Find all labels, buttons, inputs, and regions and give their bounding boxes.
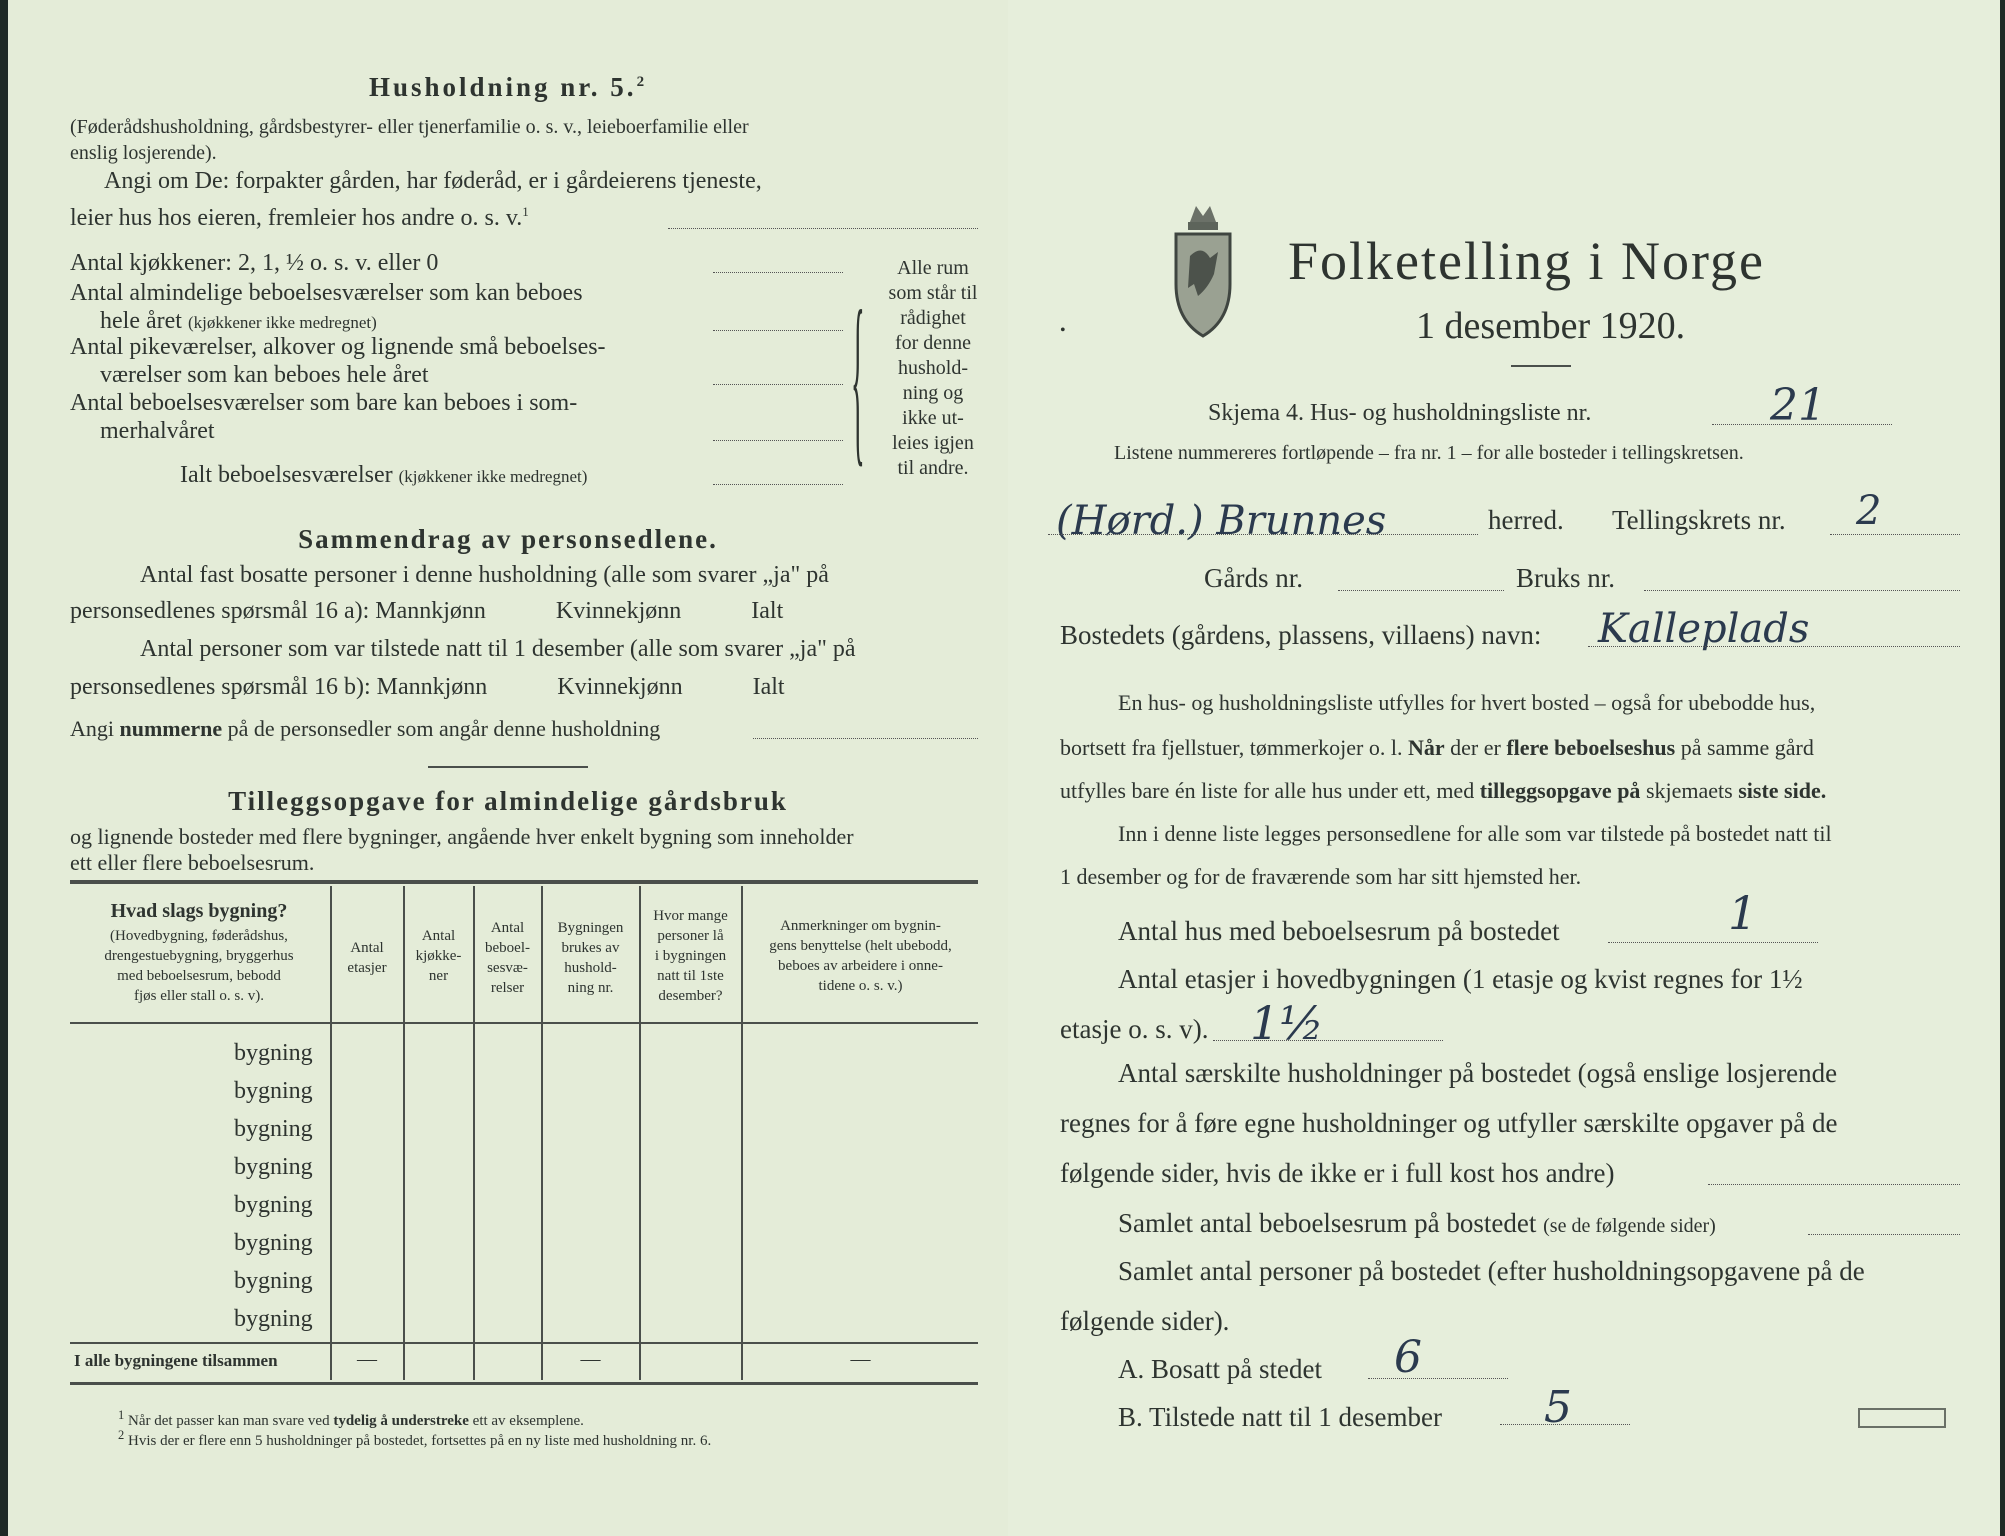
th-building-type-sub: (Hovedbygning, føderådshus, drengestuebygning, bryggerhus med beboelsesrum, bebodd fjøs eller stall o. s. v). (104, 928, 294, 1004)
summary-line-4: personsedlenes spørsmål 16 b): Mannkjønn Kvinnekjønn Ialt (70, 674, 785, 700)
angi-line-2: leier hus hos eieren, fremleier hos andre o. s. v.$^1$ (70, 204, 529, 231)
q-households-line-2: regnes for å føre egne husholdninger og utfyller særskilte opgaver på de (1060, 1108, 1838, 1138)
herred-line (1048, 534, 1478, 535)
left-page (8, 0, 1008, 1536)
rooms-total-label: Ialt beboelsesværelser (kjøkkener ikke medregnet) (180, 462, 588, 488)
schema-value: 21 (1770, 380, 1826, 431)
coat-of-arms-icon (1168, 192, 1238, 342)
rooms-line-1b: hele året (kjøkkener ikke medregnet) (100, 308, 377, 334)
angi-answer-line (668, 228, 978, 229)
q-floors-line-1: Antal etasjer i hovedbygningen (1 etasje og kvist regnes for 1½ (1118, 964, 1803, 994)
side-note: Alle rum som står til rådighet for denne hushold- ning og ikke ut- leies igjen til andre. (888, 257, 978, 479)
q-rooms-label: Samlet antal beboelsesrum på bostedet (se de følgende sider) (1118, 1208, 1716, 1238)
supplement-line-2: ett eller flere beboelsesrum. (70, 850, 315, 875)
info-line-4: Inn i denne liste legges personsedlene for alle som var tilstede på bostedet natt til (1118, 821, 1832, 846)
th-remarks: Anmerkninger om bygnin- gens benyttelse (helt ubebodd, beboes av arbeidere i onne- tidene o. s. v.) (769, 918, 952, 994)
answer-line-kitchens (713, 272, 843, 273)
bosted-label: Bostedets (gårdens, plassens, villaens) navn: (1060, 620, 1542, 650)
bosted-line (1588, 646, 1960, 647)
bruks-label: Bruks nr. (1516, 563, 1616, 593)
q-households-line-3: følgende sider, hvis de ikke er i full kost hos andre) (1060, 1158, 1615, 1188)
household-heading: Husholdning nr. 5.$^2$ (368, 72, 648, 102)
summary-line-1: Antal fast bosatte personer i denne husholdning (alle som svarer „ja" på (140, 562, 829, 588)
table-total-label: I alle bygningene tilsammen (74, 1351, 278, 1370)
answer-line-rooms-2 (713, 384, 843, 385)
th-household-nr: Bygningen brukes av hushold- ning nr. (557, 920, 624, 996)
answer-line-rooms-3 (713, 440, 843, 441)
summary-line-5: Angi nummerne på de personsedler som angår denne husholdning (70, 716, 661, 741)
title-divider (1511, 365, 1571, 367)
supplement-heading: Tilleggsopgave for almindelige gårdsbruk (228, 786, 788, 816)
th-building-type: Hvad slags bygning? (110, 900, 288, 922)
info-line-1: En hus- og husholdningsliste utfylles for hvert bosted – også for ubebodde hus, (1118, 690, 1816, 715)
listene-note: Listene nummereres fortløpende – fra nr. 1 – for alle bosteder i tellingskretsen. (1114, 442, 1744, 464)
household-note-1: (Føderådshusholdning, gårdsbestyrer- eller tjenerfamilie o. s. v., leieboerfamilie eller (70, 116, 749, 138)
info-line-5: 1 desember og for de fraværende som har sitt hjemsted her. (1060, 864, 1582, 889)
q-households-line-1: Antal særskilte husholdninger på bostedet (også enslige losjerende (1118, 1058, 1838, 1088)
q-persons-line-2: følgende sider). (1060, 1306, 1230, 1336)
q-floors-line (1213, 1040, 1443, 1041)
household-note-2: enslig losjerende). (70, 142, 217, 164)
herred-label: herred. (1488, 505, 1564, 535)
footnote-2: $^2$ Hvis der er flere enn 5 husholdninger på bostedet, fortsettes på en ny liste med husholdning nr. 6. (118, 1428, 712, 1449)
table-row: bygning (234, 1040, 313, 1066)
rooms-line-2b: værelser som kan beboes hele året (100, 362, 429, 388)
angi-line-1: Angi om De: forpakter gården, har føderåd, er i gårdeierens tjeneste, (104, 168, 762, 194)
b-present-value: 5 (1544, 1382, 1572, 1433)
q-rooms-line (1808, 1234, 1960, 1235)
rooms-line-1a: Antal almindelige beboelsesværelser som kan beboes (70, 280, 583, 306)
supplement-line-1: og lignende bosteder med flere bygninger, angående hver enkelt bygning som inneholder (70, 824, 854, 849)
b-present-line (1500, 1424, 1630, 1425)
q-houses-line (1608, 942, 1818, 943)
rooms-line-3a: Antal beboelsesværelser som bare kan beboes i som- (70, 390, 578, 416)
rooms-line-2a: Antal pikeværelser, alkover og lignende små beboelses- (70, 334, 606, 360)
divider (428, 766, 588, 768)
info-line-2: bortsett fra fjellstuer, tømmerkojer o. l. Når der er flere beboelseshus på samme gård (1060, 735, 1814, 760)
table-row: bygning (234, 1306, 313, 1332)
table-row: bygning (234, 1230, 313, 1256)
q-houses-label: Antal hus med beboelsesrum på bostedet (1118, 916, 1560, 946)
a-settled-label: A. Bosatt på stedet (1118, 1354, 1322, 1384)
table-total-rule (70, 1342, 978, 1344)
info-line-3: utfylles bare én liste for alle hus under ett, med tilleggsopgave på skjemaets siste side. (1060, 778, 1827, 803)
bosted-value: Kalleplads (1598, 606, 1810, 652)
q-floors-line-2: etasje o. s. v). (1060, 1014, 1209, 1044)
table-row: bygning (234, 1116, 313, 1142)
rooms-line-3b: merhalvåret (100, 418, 215, 444)
q-households-line (1708, 1184, 1960, 1185)
stray-dot: • (1060, 322, 1066, 339)
q-floors-value: 1½ (1250, 996, 1324, 1050)
th-persons: Hvor mange personer lå i bygningen natt til 1ste desember? (653, 908, 728, 1004)
herred-value: (Hørd.) Brunnes (1056, 498, 1387, 544)
b-present-label: B. Tilstede natt til 1 desember (1118, 1402, 1442, 1432)
summary-answer-line (753, 738, 978, 739)
table-header-rule (70, 1022, 978, 1024)
a-settled-line (1368, 1378, 1508, 1379)
table-row: bygning (234, 1192, 313, 1218)
brace: { (851, 273, 865, 483)
summary-line-2: personsedlenes spørsmål 16 a): Mannkjønn Kvinnekjønn Ialt (70, 598, 784, 624)
table-row: bygning (234, 1154, 313, 1180)
summary-heading: Sammendrag av personsedlene. (298, 524, 718, 554)
right-page (1008, 0, 2000, 1536)
document-date: 1 desember 1920. (1416, 305, 1686, 347)
table-top-rule (70, 880, 978, 884)
answer-line-rooms-1 (713, 330, 843, 331)
table-bottom-rule (70, 1382, 978, 1385)
th-floors: Antal etasjer (347, 940, 387, 976)
table-row: bygning (234, 1078, 313, 1104)
q-persons-line-1: Samlet antal personer på bostedet (efter husholdningsopgavene på de (1118, 1256, 1865, 1286)
schema-label: Skjema 4. Hus- og husholdningsliste nr. (1208, 400, 1592, 426)
kitchens-label: Antal kjøkkener: 2, 1, ½ o. s. v. eller 0 (70, 250, 439, 276)
th-kitchens: Antal kjøkke- ner (415, 928, 462, 984)
krets-line (1830, 534, 1960, 535)
gards-line (1338, 590, 1504, 591)
th-rooms: Antal beboel- sesvæ- relser (485, 920, 530, 996)
a-settled-value: 6 (1394, 1332, 1422, 1383)
table-row: bygning (234, 1268, 313, 1294)
q-houses-value: 1 (1728, 886, 1758, 940)
answer-line-rooms-total (713, 484, 843, 485)
total-dash-floors: — (357, 1348, 377, 1370)
krets-label: Tellingskrets nr. (1612, 505, 1786, 535)
bruks-line (1644, 590, 1960, 591)
footnote-1: $^1$ Når det passer kan man svare ved tydelig å understreke ett av eksemplene. (118, 1408, 584, 1429)
krets-value: 2 (1856, 488, 1882, 534)
total-dash-household: — (580, 1348, 601, 1370)
printer-stamp (1858, 1408, 1946, 1428)
total-dash-remarks: — (850, 1348, 871, 1370)
summary-line-3: Antal personer som var tilstede natt til 1 desember (alle som svarer „ja" på (140, 636, 856, 662)
document-title: Folketelling i Norge (1288, 231, 1765, 291)
gards-label: Gårds nr. (1204, 563, 1303, 593)
